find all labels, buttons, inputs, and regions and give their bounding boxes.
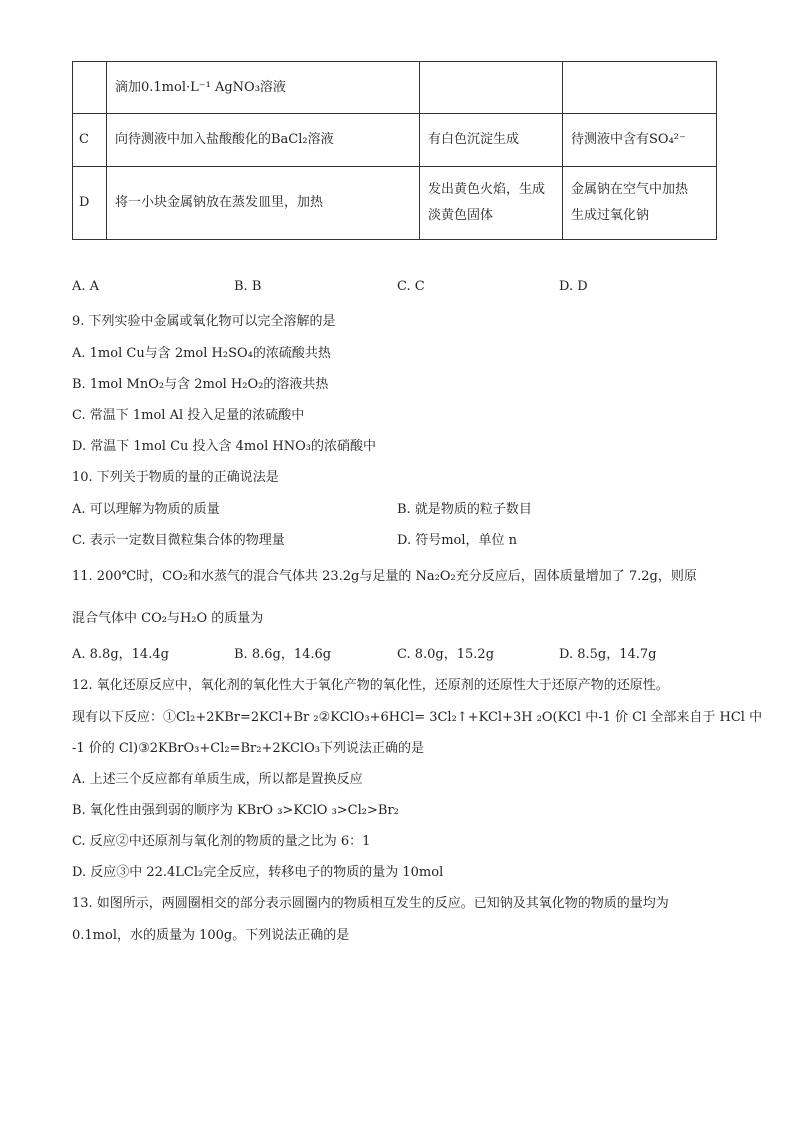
phenomenon-line: 发出黄色火焰，生成 (428, 182, 546, 197)
q11-option-b: B. 8.6g，14.6g (234, 647, 332, 662)
row-label: C (73, 114, 107, 167)
operation-cell: 向待测液中加入盐酸酸化的BaCl₂溶液 (107, 114, 420, 167)
q8-option-b: B. B (234, 279, 262, 294)
q10-option-b: B. 就是物质的粒子数目 (397, 502, 532, 517)
q10-option-a: A. 可以理解为物质的质量 (72, 502, 220, 517)
row-label: D (73, 167, 107, 240)
q9-stem: 9. 下列实验中金属或氧化物可以完全溶解的是 (72, 314, 336, 329)
q12-stem-line3: -1 价的 Cl)③2KBrO₃+Cl₂=Br₂+2KClO₃下列说法正确的是 (72, 741, 424, 756)
phenomenon-line: 淡黄色固体 (428, 208, 494, 223)
q10-option-d: D. 符号mol，单位 n (397, 533, 518, 548)
row-label (73, 62, 107, 114)
q10-stem: 10. 下列关于物质的量的正确说法是 (72, 470, 279, 485)
q12-option-b: B. 氧化性由强到弱的顺序为 KBrO ₃>KClO ₃>Cl₂>Br₂ (72, 803, 399, 818)
experiment-table (72, 61, 717, 240)
conclusion-cell: 待测液中含有SO₄²⁻ (563, 114, 717, 167)
q12-stem-line1: 12. 氧化还原反应中，氧化剂的氧化性大于氧化产物的氧化性，还原剂的还原性大于还原产物的还原性。 (72, 678, 669, 693)
phenomenon-cell (420, 62, 563, 114)
q11-option-a: A. 8.8g，14.4g (72, 647, 169, 662)
q9-option-d: D. 常温下 1mol Cu 投入含 4mol HNO₃的浓硝酸中 (72, 439, 376, 454)
table-row (73, 167, 717, 240)
table-row (73, 114, 717, 167)
q11-option-d: D. 8.5g，14.7g (559, 647, 657, 662)
q12-option-a: A. 上述三个反应都有单质生成，所以都是置换反应 (72, 772, 363, 787)
q11-stem-line2: 混合气体中 CO₂与H₂O 的质量为 (72, 611, 264, 626)
q9-option-a: A. 1mol Cu与含 2mol H₂SO₄的浓硫酸共热 (72, 346, 331, 361)
q9-option-c: C. 常温下 1mol Al 投入足量的浓硫酸中 (72, 408, 305, 423)
q8-option-a: A. A (72, 279, 100, 294)
conclusion-line: 生成过氧化钠 (571, 208, 650, 223)
q12-stem-line2: 现有以下反应：①Cl₂+2KBr=2KCl+Br ₂②KClO₃+6HCl= 3Cl₂↑+KCl+3H ₂O(KCl 中-1 价 Cl 全部来自于 HCl 中 (72, 710, 763, 725)
table-row (73, 62, 717, 114)
q12-option-d: D. 反应③中 22.4LCl₂完全反应，转移电子的物质的量为 10mol (72, 865, 444, 880)
operation-cell: 滴加0.1mol·L⁻¹ AgNO₃溶液 (107, 62, 420, 114)
q8-option-c: C. C (397, 279, 425, 294)
q12-option-c: C. 反应②中还原剂与氧化剂的物质的量之比为 6：1 (72, 834, 371, 849)
conclusion-cell (563, 62, 717, 114)
q13-stem-line2: 0.1mol，水的质量为 100g。下列说法正确的是 (72, 928, 350, 943)
phenomenon-cell: 有白色沉淀生成 (420, 114, 563, 167)
q13-stem-line1: 13. 如图所示，两圆圈相交的部分表示圆圈内的物质相互发生的反应。已知钠及其氧化物的物质的量均为 (72, 896, 669, 911)
phenomenon-cell (420, 167, 563, 240)
q8-option-d: D. D (559, 279, 588, 294)
q9-option-b: B. 1mol MnO₂与含 2mol H₂O₂的溶液共热 (72, 377, 329, 392)
q10-option-c: C. 表示一定数目微粒集合体的物理量 (72, 533, 285, 548)
operation-cell: 将一小块金属钠放在蒸发皿里，加热 (107, 167, 420, 240)
q11-stem-line1: 11. 200℃时，CO₂和水蒸气的混合气体共 23.2g与足量的 Na₂O₂充分反应后，固体质量增加了 7.2g，则原 (72, 569, 697, 584)
conclusion-cell (563, 167, 717, 240)
conclusion-line: 金属钠在空气中加热 (571, 182, 689, 197)
q11-option-c: C. 8.0g，15.2g (397, 647, 495, 662)
